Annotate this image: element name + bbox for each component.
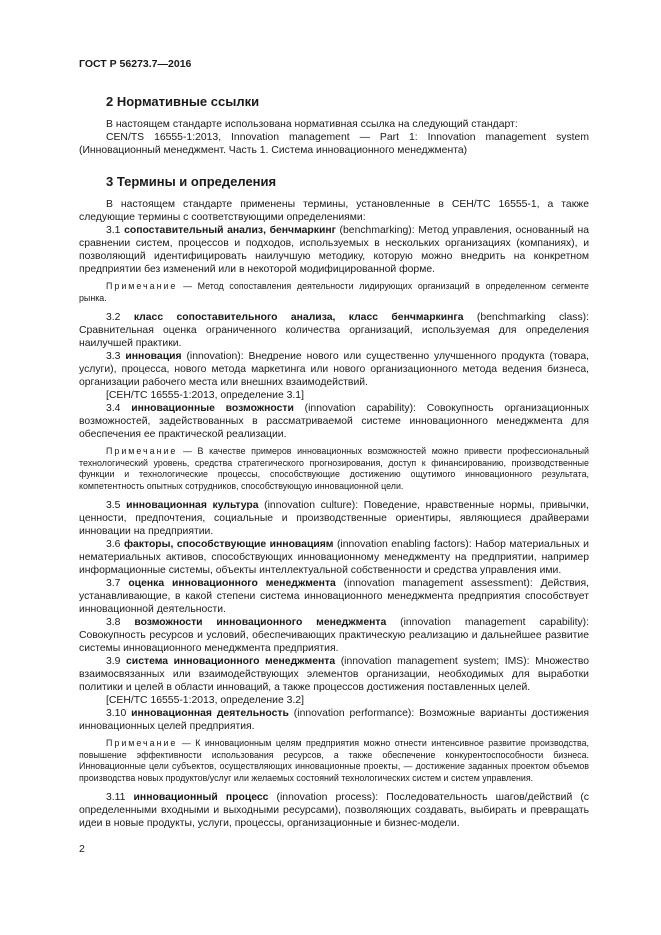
- term-definition: (innovation culture): Поведение, нравственные нормы, привычки, ценности, предпочтения, социальные и производственные ориентиры, являющиеся драйверами инновации на предприятии.: [79, 500, 589, 537]
- term-name: инновационные возможности: [131, 403, 294, 414]
- page-content: [79, 94, 589, 830]
- term-definition: (innovation enabling factors): Набор материальных и нематериальных активов, способствующих инновационному менеджменту на предприятии, например информационные системы, объекты интеллектуальной собственности и средства управления ими.: [79, 539, 589, 576]
- term-name: возможности инновационного менеджмента: [134, 617, 387, 628]
- term-entry: [79, 616, 589, 655]
- term-entry: [79, 538, 589, 577]
- term-definition: (benchmarking class): Сравнительная оценка ограниченного количества организаций, используемая для определения наилучшей практики.: [79, 312, 590, 349]
- section-2-intro: В настоящем стандарте использована нормативная ссылка на следующий стандарт:: [106, 119, 518, 130]
- section-2-title: 2 Нормативные ссылки: [106, 94, 260, 109]
- term-number: 3.1: [106, 225, 121, 236]
- normative-reference: CEN/TS 16555-1:2013, Innovation management — Part 1: Innovation management system (Инновационный менеджмент. Часть 1. Система инновационного менеджмента): [79, 132, 589, 156]
- term-name: сопоставительный анализ, бенчмаркинг: [124, 225, 336, 236]
- term-entry: [79, 499, 589, 538]
- term-definition: (innovation management assessment): Действия, устанавливающие, в какой степени система инновационного менеджмента предприятия способствует инновационной деятельности.: [79, 578, 589, 615]
- term-note: [79, 446, 589, 492]
- term-entry: [79, 655, 589, 694]
- term-source: [СЕН/ТС 16555-1:2013, определение 3.1]: [106, 390, 304, 401]
- note-text: — Метод сопоставления деятельности лидирующих организаций в определенном сегменте рынка.: [79, 281, 589, 303]
- term-number: 3.8: [106, 617, 121, 628]
- term-number: 3.7: [106, 578, 121, 589]
- note-text: — К инновационным целям предприятия можно отнести интенсивное развитие производства, повышение эффективности использования ресурсов, а также обеспечение конкурентоспособности бизнеса. Инновационные цели субъектов, осуществляющих инновационные проекты, — достижение заданных проектом объемов производства новых продуктов/услуг или желаемых состояний технологических систем и систем управления.: [79, 738, 589, 783]
- term-number: 3.6: [106, 539, 121, 550]
- term-name: система инновационного менеджмента: [126, 656, 336, 667]
- term-entry: [79, 350, 589, 389]
- term-definition: (innovation management system; IMS): Множество взаимосвязанных или взаимодействующих элементов организации, необходимых для выработки политики и целей в области инноваций, а также процессов достижения поставленных целей.: [79, 656, 589, 693]
- term-definition: (innovation management capability): Совокупность ресурсов и условий, обеспечивающих практическую реализацию и дальнейшее развитие системы инновационного менеджмента предприятия.: [79, 617, 590, 654]
- document-header: ГОСТ Р 56273.7—2016: [79, 58, 192, 70]
- term-name: факторы, способствующие инновациям: [123, 539, 334, 550]
- term-definition: (innovation capability): Совокупность организационных возможностей, задействованных в рассматриваемой системе инновационного менеджмента для обеспечения ее практической реализации.: [79, 403, 589, 440]
- term-name: инновационная деятельность: [131, 708, 289, 719]
- term-number: 3.3: [106, 351, 121, 362]
- term-note: [79, 281, 589, 304]
- term-definition: (innovation process): Последовательность шагов/действий (с определенными входными и выходными ресурсами), позволяющих создавать, выбирать и превращать идеи в новые продукты, услуги, процессы, организационные и бизнес-модели.: [79, 792, 589, 829]
- term-definition: (benchmarking): Метод управления, основанный на сравнении систем, процессов и подходов, используемых в нескольких организациях (компаниях), и позволяющий идентифицировать наилучшую методику, которую можно внедрить на конкретном предприятии без изменений или в некоторой модифицированной форме.: [79, 225, 590, 275]
- term-source: [СЕН/ТС 16555-1:2013, определение 3.2]: [106, 695, 304, 706]
- term-number: 3.4: [106, 403, 121, 414]
- term-number: 3.9: [106, 656, 121, 667]
- term-name: инновационная культура: [126, 500, 259, 511]
- term-entry: [79, 577, 589, 616]
- note-label: Примечание: [106, 446, 178, 456]
- page-number: 2: [79, 843, 85, 855]
- term-entry: [79, 707, 589, 733]
- section-3-intro: В настоящем стандарте применены термины, установленные в СЕН/ТС 16555-1, а также следующие термины с соответствующими определениями:: [79, 199, 589, 223]
- section-3-title: 3 Термины и определения: [106, 174, 277, 189]
- term-definition: (innovation performance): Возможные варианты достижения инновационных целей предприятия.: [79, 708, 589, 732]
- term-entry: [79, 224, 589, 276]
- term-definition: (innovation): Внедрение нового или существенно улучшенного продукта (товара, услуги), процесса, нового метода маркетинга или нового организационного метода ведения бизнеса, организации рабочего места или внешних взаимодействий.: [79, 351, 590, 388]
- terms-list: [79, 224, 589, 830]
- term-name: инновационный процесс: [133, 792, 269, 803]
- term-name: инновация: [125, 351, 182, 362]
- term-name: оценка инновационного менеджмента: [128, 578, 336, 589]
- term-entry: [79, 791, 589, 830]
- note-label: Примечание: [106, 738, 178, 748]
- term-name: класс сопоставительного анализа, класс бенчмаркинга: [133, 312, 464, 323]
- term-number: 3.5: [106, 500, 121, 511]
- term-number: 3.2: [106, 312, 121, 323]
- note-label: Примечание: [106, 281, 178, 291]
- term-number: 3.11: [106, 792, 126, 803]
- note-text: — В качестве примеров инновационных возможностей можно привести профессиональный технологический уровень, средства стратегического прогнозирования, доступ к финансированию, производственные функции и технологические процессы, способствующие достижению ощутимого инновационного результата, компетентность опытных сотрудников, способствующую инновационной цели.: [79, 446, 589, 491]
- term-number: 3.10: [106, 708, 127, 719]
- term-note: [79, 738, 589, 784]
- term-entry: [79, 402, 589, 441]
- term-entry: [79, 311, 589, 350]
